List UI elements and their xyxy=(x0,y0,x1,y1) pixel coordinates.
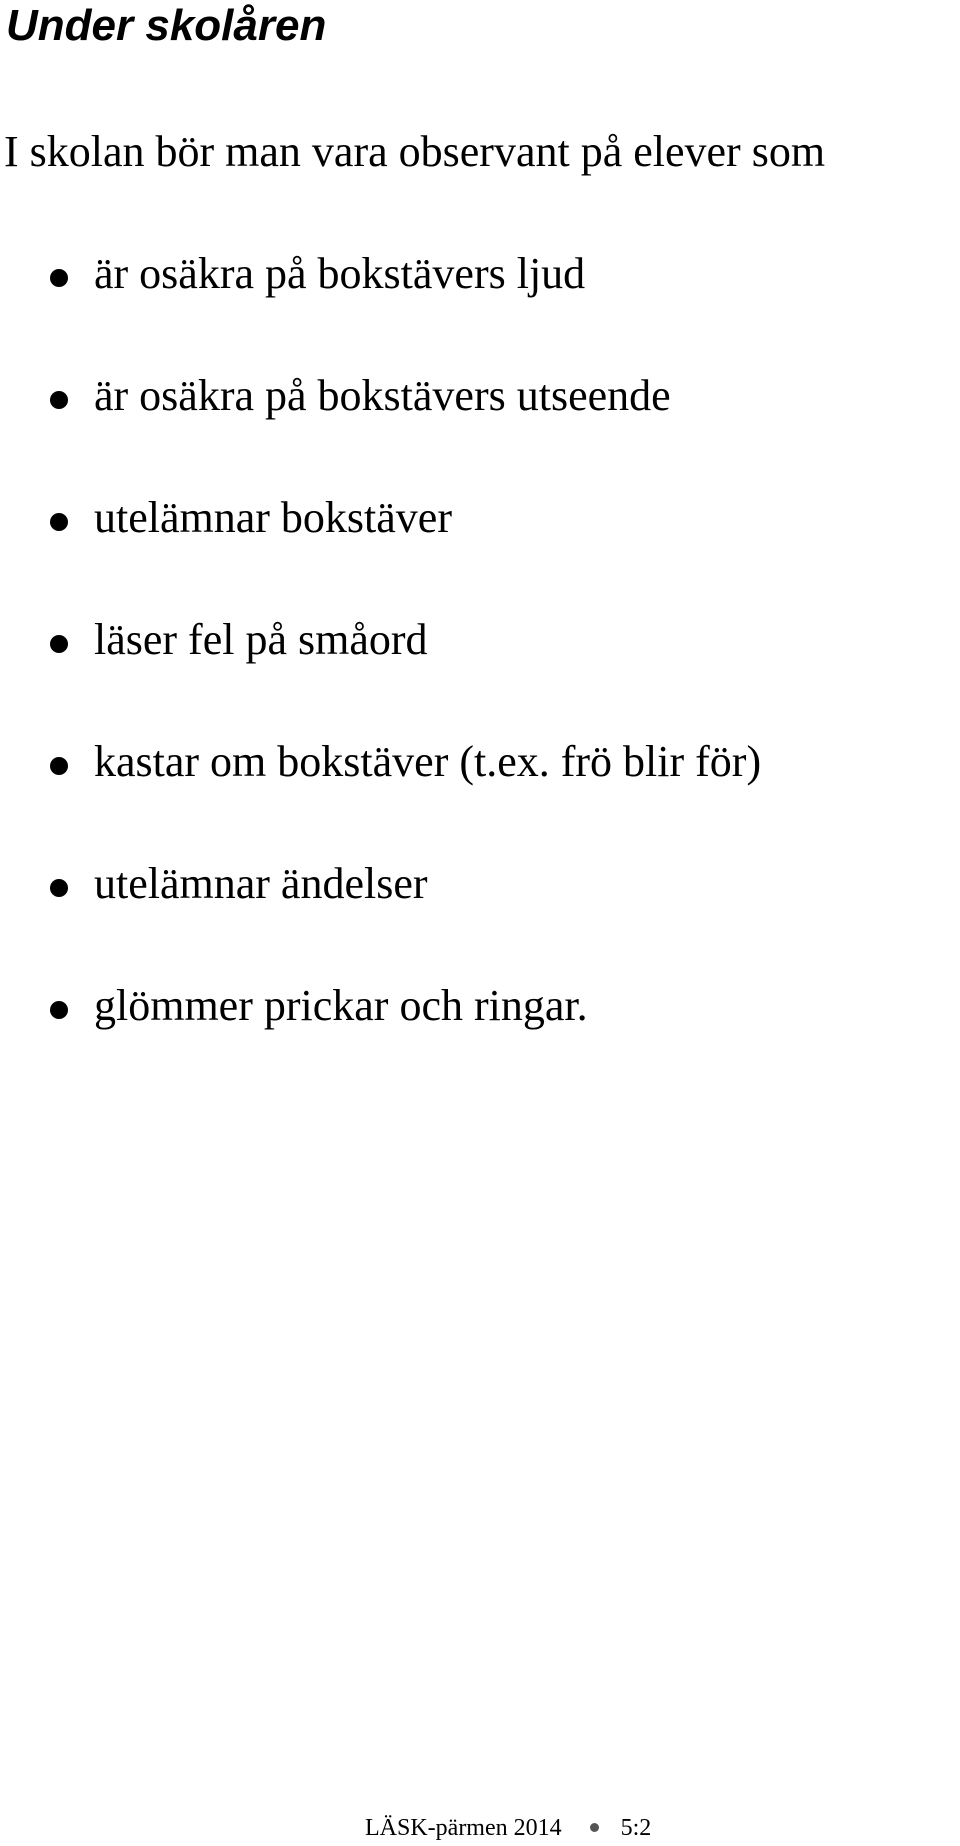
bullet-icon xyxy=(50,391,68,409)
footer-source: LÄSK-pärmen 2014 xyxy=(365,1815,562,1841)
list-item-text: läser fel på småord xyxy=(94,615,428,664)
list-item-text: utelämnar bokstäver xyxy=(94,493,452,542)
footer-separator-icon xyxy=(590,1823,599,1832)
footer-page-number: 5:2 xyxy=(620,1815,652,1841)
list-item-text: kastar om bokstäver (t.ex. frö blir för) xyxy=(94,737,762,786)
bullet-icon xyxy=(50,513,68,531)
bullet-icon xyxy=(50,269,68,287)
list-item-text: är osäkra på bokstävers utseende xyxy=(94,371,671,420)
bullet-icon xyxy=(50,879,68,897)
list-item-text: glömmer prickar och ringar. xyxy=(94,981,588,1030)
page-footer xyxy=(365,1814,651,1842)
list-item-text: utelämnar ändelser xyxy=(94,859,428,908)
list-item-text: är osäkra på bokstävers ljud xyxy=(94,249,586,298)
bullet-icon xyxy=(50,635,68,653)
bullet-icon xyxy=(50,757,68,775)
page-title: Under skolåren xyxy=(6,1,327,50)
bullet-icon xyxy=(50,1001,68,1019)
intro-text: I skolan bör man vara observant på elever som xyxy=(4,127,826,176)
